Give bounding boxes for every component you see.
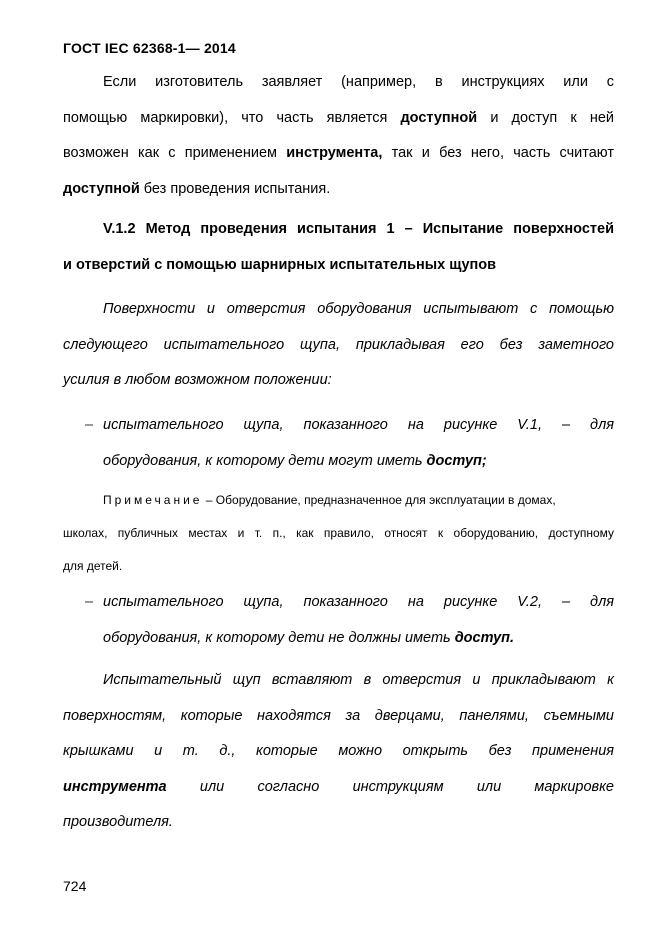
note-line [63,484,614,517]
paragraph-test-procedure [63,292,614,399]
list-dash: – [85,417,94,433]
text-line [63,770,614,806]
text-line [63,172,614,208]
text-line: Если изготовитель заявляет (например, в инструкциях или с [103,74,614,90]
text-span: возможен как с применением [63,145,287,161]
text-line: Поверхности и отверстия оборудования испытывают с помощью [103,301,614,317]
page-number: 724 [63,878,87,894]
text-line [103,621,614,657]
term-accessible: доступной [63,180,140,197]
term-tool: инструмента, [286,145,383,161]
text-line: поверхностям, которые находятся за дверцами, панелями, съемными [63,707,614,724]
text-span: оборудования, к которому дети могут иметь [103,452,427,469]
text-line: испытательного щупа, показанного на рисунке V.2, – для [103,594,614,610]
note-block [63,484,614,583]
text-line: усилия в любом возможном положении: [63,372,332,388]
term-access: доступ; [426,452,487,469]
list-dash: – [85,594,94,610]
text-span: оборудования, к которому дети не должны иметь [103,629,455,646]
text-line: испытательного щупа, показанного на рисунке V.1, – для [103,417,614,433]
term-accessible: доступной [400,109,478,126]
paragraph-accessible-parts [63,65,614,207]
heading-line: и отверстий с помощью шарнирных испытательных щупов [63,256,497,273]
section-heading [63,212,614,283]
text-line [103,444,614,480]
text-line: крышками и т. д., которые можно открыть без применения [63,743,614,759]
text-span: помощью маркировки), что часть является [63,109,401,126]
term-access: доступ. [454,629,515,646]
note-line: школах, публичных местах и т. п., как правило, относят к оборудованию, доступному [63,526,614,540]
text-span: без проведения испытания. [139,180,331,197]
text-line: производителя. [63,814,173,830]
text-line: Испытательный щуп вставляют в отверстия и прикладывают к [103,672,614,688]
document-header: ГОСТ IEC 62368-1— 2014 [63,40,236,56]
note-line: для детей. [63,559,123,573]
text-line: следующего испытательного щупа, прикладывая его без заметного [63,336,614,353]
text-span: или согласно инструкциям или маркировке [166,778,614,795]
list-item [63,408,614,479]
text-span: – Оборудование, предназначенное для эксплуатации в домах, [202,493,556,507]
text-span: и доступ к ней [477,109,614,126]
heading-line: V.1.2 Метод проведения испытания 1 – Испытание поверхностей [103,221,614,237]
term-tool: инструмента [63,778,167,795]
text-line [63,101,614,137]
note-label: Примечание [103,493,203,507]
paragraph-probe-insertion [63,663,614,841]
list-item [63,585,614,656]
text-span: так и без него, часть считают [382,145,615,161]
text-line [63,136,614,172]
